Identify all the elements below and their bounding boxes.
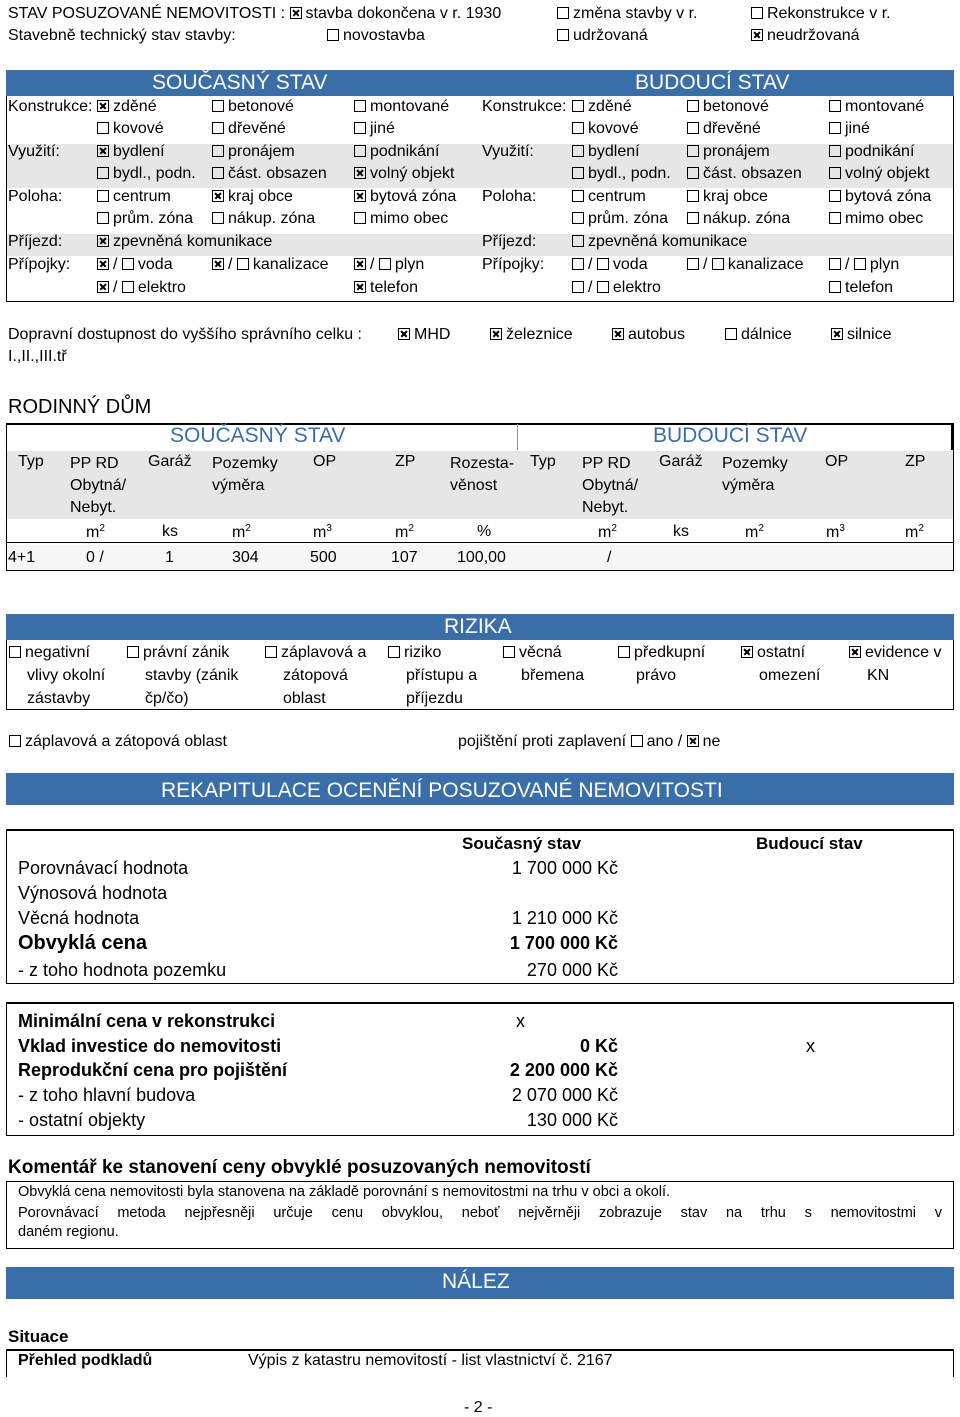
text-cell: bydl., podn.	[572, 165, 671, 183]
text-cell: dřevěné	[212, 120, 286, 138]
text-cell: Obvyklá cena nemovitosti byla stanovena na základě porovnání s nemovitostmi na trhu v obci a okolí.	[18, 1184, 671, 1200]
text-cell: $m^2$	[598, 523, 617, 541]
text-cell: změna stavby v r.	[557, 5, 698, 23]
checkbox	[751, 7, 763, 19]
text-cell: Typ	[530, 453, 556, 470]
text-cell: montované	[354, 98, 449, 116]
text-cell: Poloha:	[8, 188, 63, 205]
text-cell: BUDOUCÍ STAV	[653, 424, 808, 447]
checkbox-icon	[572, 167, 584, 179]
text-cell: / plyn	[829, 256, 899, 274]
text-cell: Porovnávací metoda nejpřesněji určuje cenu obvyklou, neboť nejvěrněji zobrazuje stav na trhu s nemovitostmi v	[18, 1205, 942, 1221]
text-cell: věcná břemena	[503, 641, 584, 687]
text-cell: bydlení	[572, 143, 640, 161]
section-title-house: RODINNÝ DŮM	[8, 396, 152, 418]
checkbox-icon	[829, 190, 841, 202]
text-cell: prům. zóna	[572, 210, 668, 228]
checkbox-checked-icon	[354, 281, 366, 293]
text-cell: 107	[391, 549, 418, 566]
text-cell: část. obsazen	[212, 165, 327, 183]
text-cell: Garáž	[148, 453, 192, 470]
checkbox-icon	[354, 122, 366, 134]
checkbox-checked-icon	[354, 258, 366, 270]
text-cell: Rekonstrukce v r.	[751, 5, 891, 23]
text-cell: Konstrukce:	[482, 98, 567, 115]
recap-row-current: 1 700 000 Kč	[509, 933, 618, 953]
text-cell: autobus	[612, 326, 685, 344]
text-cell: Současný stav	[462, 834, 582, 853]
text-cell: $m^2$	[86, 523, 105, 541]
checkbox-icon	[829, 122, 841, 134]
text-cell: SOUČASNÝ STAV	[170, 424, 346, 447]
checkbox-icon	[829, 258, 841, 270]
text-cell: ks	[162, 523, 178, 540]
text-cell	[951, 424, 953, 450]
recap2-row-label: Vklad investice do nemovitosti	[18, 1036, 282, 1056]
text-cell: část. obsazen	[687, 165, 802, 183]
text-cell: Příjezd:	[482, 233, 537, 250]
checkbox-icon	[388, 646, 400, 658]
text-cell: Přípojky:	[8, 256, 71, 273]
transport-label: Dopravní dostupnost do vyššího správního celku :	[8, 326, 362, 343]
checkbox-icon	[572, 235, 584, 247]
text-cell: jiné	[829, 120, 870, 138]
text-cell: mimo obec	[354, 210, 448, 228]
checkbox-checked-icon	[751, 29, 763, 41]
text-cell	[517, 424, 518, 450]
checkbox-icon	[572, 212, 584, 224]
text-cell: dálnice	[725, 326, 792, 344]
page-number: - 2 -	[464, 1399, 493, 1416]
text-cell: telefon	[829, 279, 893, 297]
text-cell: železnice	[490, 326, 573, 344]
text-cell: $m^2$	[232, 523, 251, 541]
recap2-row-label: Reprodukční cena pro pojištění	[18, 1060, 288, 1080]
future-state-title: BUDOUCÍ STAV	[635, 71, 790, 94]
current-state-title: SOUČASNÝ STAV	[152, 71, 328, 94]
text-cell: 500	[310, 549, 337, 566]
text-cell: Přehled podkladů	[18, 1352, 153, 1369]
checkbox-icon	[687, 212, 699, 224]
checkbox-checked-icon	[97, 100, 109, 112]
checkbox-icon	[572, 281, 584, 293]
checkbox-icon	[618, 646, 630, 658]
checkbox-checked-icon	[97, 258, 109, 270]
text-cell: nákup. zóna	[212, 210, 315, 228]
text-cell: / elektro	[97, 279, 186, 297]
text-cell: Situace	[8, 1327, 69, 1346]
text-cell: dřevěné	[687, 120, 761, 138]
checkbox-checked-icon	[687, 735, 699, 747]
text-cell: pojištění proti zaplavení ano / ne	[458, 733, 721, 750]
checkbox-icon	[212, 167, 224, 179]
checkbox-checked-icon	[212, 190, 224, 202]
text-cell: bydl., podn.	[97, 165, 196, 183]
text-cell: $m^2$	[745, 523, 764, 541]
text-cell: neudržovaná	[751, 27, 860, 45]
recap-row-current: 1 210 000 Kč	[511, 908, 618, 928]
checkbox-checked-icon	[831, 328, 843, 340]
header-line2-label: Stavebně technický stav stavby:	[8, 27, 236, 44]
text-cell: Využití:	[482, 143, 534, 160]
recap-row-label: - z toho hodnota pozemku	[18, 960, 227, 980]
checkbox-icon	[572, 145, 584, 157]
text-cell: betonové	[212, 98, 294, 116]
text-cell: Rozesta- věnost	[450, 455, 515, 494]
recap-row-current: 270 000 Kč	[526, 960, 618, 980]
checkbox-icon	[572, 100, 584, 112]
checkbox-checked-icon	[612, 328, 624, 340]
checkbox-icon	[354, 100, 366, 112]
text-cell: mimo obec	[829, 210, 923, 228]
recap2-row-label: - ostatní objekty	[18, 1110, 146, 1130]
text-cell: 100,00	[457, 549, 506, 566]
text-cell: centrum	[97, 188, 171, 206]
text-cell: betonové	[687, 98, 769, 116]
checkbox-icon	[631, 735, 643, 747]
checkbox-icon	[829, 212, 841, 224]
checkbox-icon	[829, 100, 841, 112]
checkbox-icon	[687, 167, 699, 179]
checkbox-icon	[854, 258, 866, 270]
checkbox-icon	[97, 167, 109, 179]
text-cell: Poloha:	[482, 188, 537, 205]
text-cell: 4+1	[8, 549, 36, 566]
text-cell: právní zánik stavby (zánik čp/čo)	[127, 641, 238, 710]
recap-row-current: 1 700 000 Kč	[511, 858, 618, 878]
text-cell: bytová zóna	[354, 188, 456, 206]
checkbox-icon	[712, 258, 724, 270]
checkbox-icon	[687, 122, 699, 134]
text-cell: Konstrukce:	[8, 98, 93, 115]
checkbox-icon	[829, 167, 841, 179]
text-cell: kraj obce	[212, 188, 293, 206]
checkbox-icon	[687, 100, 699, 112]
checkbox-icon	[829, 281, 841, 293]
checkbox-checked-icon	[849, 646, 861, 658]
text-cell: / voda	[572, 256, 648, 274]
checkbox-icon	[97, 122, 109, 134]
checkbox-checked-icon	[490, 328, 502, 340]
text-cell: %	[477, 523, 492, 540]
text-cell: bydlení	[97, 143, 165, 161]
checkbox-icon	[572, 258, 584, 270]
checkbox-icon	[503, 646, 515, 658]
checkbox-icon	[327, 29, 339, 41]
text-cell: pronájem	[212, 143, 295, 161]
text-cell: PP RD Obytná/ Nebyt.	[70, 455, 127, 516]
text-cell: Pozemky výměra	[722, 455, 788, 494]
text-cell: prům. zóna	[97, 210, 193, 228]
text-cell: udržovaná	[557, 27, 648, 45]
checkbox	[557, 7, 569, 19]
recap-row-label: Obvyklá cena	[18, 932, 147, 954]
recap2-row-current: 2 070 000 Kč	[511, 1085, 618, 1105]
text-cell: ZP	[395, 453, 416, 470]
text-cell: $m^3$	[313, 523, 332, 541]
text-cell: $m^3$	[826, 523, 845, 541]
checkbox-icon	[265, 646, 277, 658]
text-cell: ZP	[905, 453, 926, 470]
text-cell: OP	[825, 453, 849, 470]
checkbox-icon	[379, 258, 391, 270]
recap2-row-label: - z toho hlavní budova	[18, 1085, 196, 1105]
checkbox-icon	[572, 190, 584, 202]
text-cell: Pozemky výměra	[212, 455, 278, 494]
recap2-row-current: 130 000 Kč	[526, 1110, 618, 1130]
comment-title: Komentář ke stanovení ceny obvyklé posuzovaných nemovitostí	[8, 1157, 591, 1178]
text-cell: Budoucí stav	[756, 834, 863, 853]
text-cell: montované	[829, 98, 924, 116]
checkbox-icon	[354, 212, 366, 224]
checkbox-icon	[122, 281, 134, 293]
checkbox-icon	[687, 190, 699, 202]
text-cell: záplavová a zátopová oblast	[9, 733, 227, 751]
text-cell: zděné	[572, 98, 632, 116]
text-cell: podnikání	[354, 143, 439, 161]
text-cell: zpevněná komunikace	[572, 233, 747, 251]
text-cell: / kanalizace	[687, 256, 804, 274]
checkbox-icon	[687, 258, 699, 270]
recap-title: REKAPITULACE OCENĚNÍ POSUZOVANÉ NEMOVITOSTI	[161, 779, 723, 802]
text-cell: I.,II.,III.tř	[8, 348, 67, 365]
text-cell: volný objekt	[829, 165, 930, 183]
text-cell: jiné	[354, 120, 395, 138]
text-cell: zděné	[97, 98, 157, 116]
text-cell: MHD	[398, 326, 450, 344]
checkbox-icon	[572, 122, 584, 134]
text-cell: 1	[165, 549, 174, 566]
checkbox-checked-icon	[398, 328, 410, 340]
checkbox-icon	[597, 281, 609, 293]
text-cell: 304	[232, 549, 259, 566]
text-cell: kovové	[572, 120, 639, 138]
risks-title: RIZIKA	[444, 615, 512, 638]
checkbox-checked-icon	[97, 281, 109, 293]
text-cell: OP	[313, 453, 337, 470]
checkbox-checked	[290, 7, 302, 19]
text-cell: Příjezd:	[8, 233, 63, 250]
text-cell: Využití:	[8, 143, 60, 160]
header-line1: STAV POSUZOVANÉ NEMOVITOSTI : stavba dokončena v r. 1930	[8, 5, 502, 22]
text-cell: ks	[673, 523, 689, 540]
text-cell: telefon	[354, 279, 418, 297]
text-cell: Přípojky:	[482, 256, 545, 273]
checkbox-icon	[557, 29, 569, 41]
text-cell: Výpis z katastru nemovitostí - list vlastnictví č. 2167	[248, 1352, 613, 1369]
checkbox-icon	[9, 646, 21, 658]
text-cell: centrum	[572, 188, 646, 206]
checkbox-icon	[687, 145, 699, 157]
recap-row-label: Výnosová hodnota	[18, 883, 168, 903]
recap2-row-future: x	[806, 1036, 815, 1056]
checkbox-icon	[212, 122, 224, 134]
text-cell: kovové	[97, 120, 164, 138]
checkbox-checked-icon	[354, 190, 366, 202]
checkbox-icon	[97, 212, 109, 224]
checkbox-checked-icon	[97, 235, 109, 247]
checkbox-icon	[122, 258, 134, 270]
recap-row-label: Porovnávací hodnota	[18, 858, 189, 878]
text-cell: /	[607, 549, 612, 566]
checkbox-icon	[97, 190, 109, 202]
text-cell: $m^2$	[395, 523, 414, 541]
text-cell: daném regionu.	[18, 1224, 119, 1240]
checkbox-icon	[725, 328, 737, 340]
recap2-row-current: 2 200 000 Kč	[509, 1060, 618, 1080]
text-cell: / elektro	[572, 279, 661, 297]
text-cell: Garáž	[659, 453, 703, 470]
checkbox-checked-icon	[354, 167, 366, 179]
text-cell: 0 /	[86, 549, 104, 566]
recap2-row-label: Minimální cena v rekonstrukci	[18, 1011, 276, 1031]
text-cell: Typ	[18, 453, 44, 470]
text-cell: PP RD Obytná/ Nebyt.	[582, 455, 639, 516]
text-cell: bytová zóna	[829, 188, 931, 206]
location-header-bar	[6, 70, 954, 96]
checkbox-checked-icon	[741, 646, 753, 658]
text-cell: / kanalizace	[212, 256, 329, 274]
text-cell: / voda	[97, 256, 173, 274]
text-cell: novostavba	[327, 27, 425, 45]
text-cell: zpevněná komunikace	[97, 233, 272, 251]
text-cell: / plyn	[354, 256, 424, 274]
text-cell: pronájem	[687, 143, 770, 161]
recap2-row-current: x	[516, 1011, 525, 1031]
checkbox-icon	[597, 258, 609, 270]
text-cell: $m^2$	[905, 523, 924, 541]
text-cell: podnikání	[829, 143, 914, 161]
nalez-title: NÁLEZ	[442, 1270, 510, 1293]
text-cell: evidence v KN	[849, 641, 942, 687]
checkbox-icon	[212, 145, 224, 157]
text-cell: ostatní omezení	[741, 641, 820, 687]
text-cell	[6, 542, 954, 543]
checkbox-icon	[212, 212, 224, 224]
text-cell: silnice	[831, 326, 891, 344]
text-cell: předkupní právo	[618, 641, 705, 687]
text-cell: volný objekt	[354, 165, 455, 183]
recap-row-label: Věcná hodnota	[18, 908, 140, 928]
text-cell: negativní vlivy okolní zástavby	[9, 641, 105, 710]
checkbox-checked-icon	[212, 258, 224, 270]
checkbox-icon	[9, 735, 21, 747]
text-cell: kraj obce	[687, 188, 768, 206]
checkbox-icon	[354, 145, 366, 157]
checkbox-icon	[127, 646, 139, 658]
text-cell: riziko přístupu a příjezdu	[388, 641, 477, 710]
text-cell: záplavová a zátopová oblast	[265, 641, 366, 710]
checkbox-icon	[212, 100, 224, 112]
checkbox-icon	[829, 145, 841, 157]
checkbox-icon	[237, 258, 249, 270]
text-cell: nákup. zóna	[687, 210, 790, 228]
recap2-row-current: 0 Kč	[579, 1036, 618, 1056]
header-title: STAV POSUZOVANÉ NEMOVITOSTI :	[8, 5, 286, 22]
checkbox-checked-icon	[97, 145, 109, 157]
